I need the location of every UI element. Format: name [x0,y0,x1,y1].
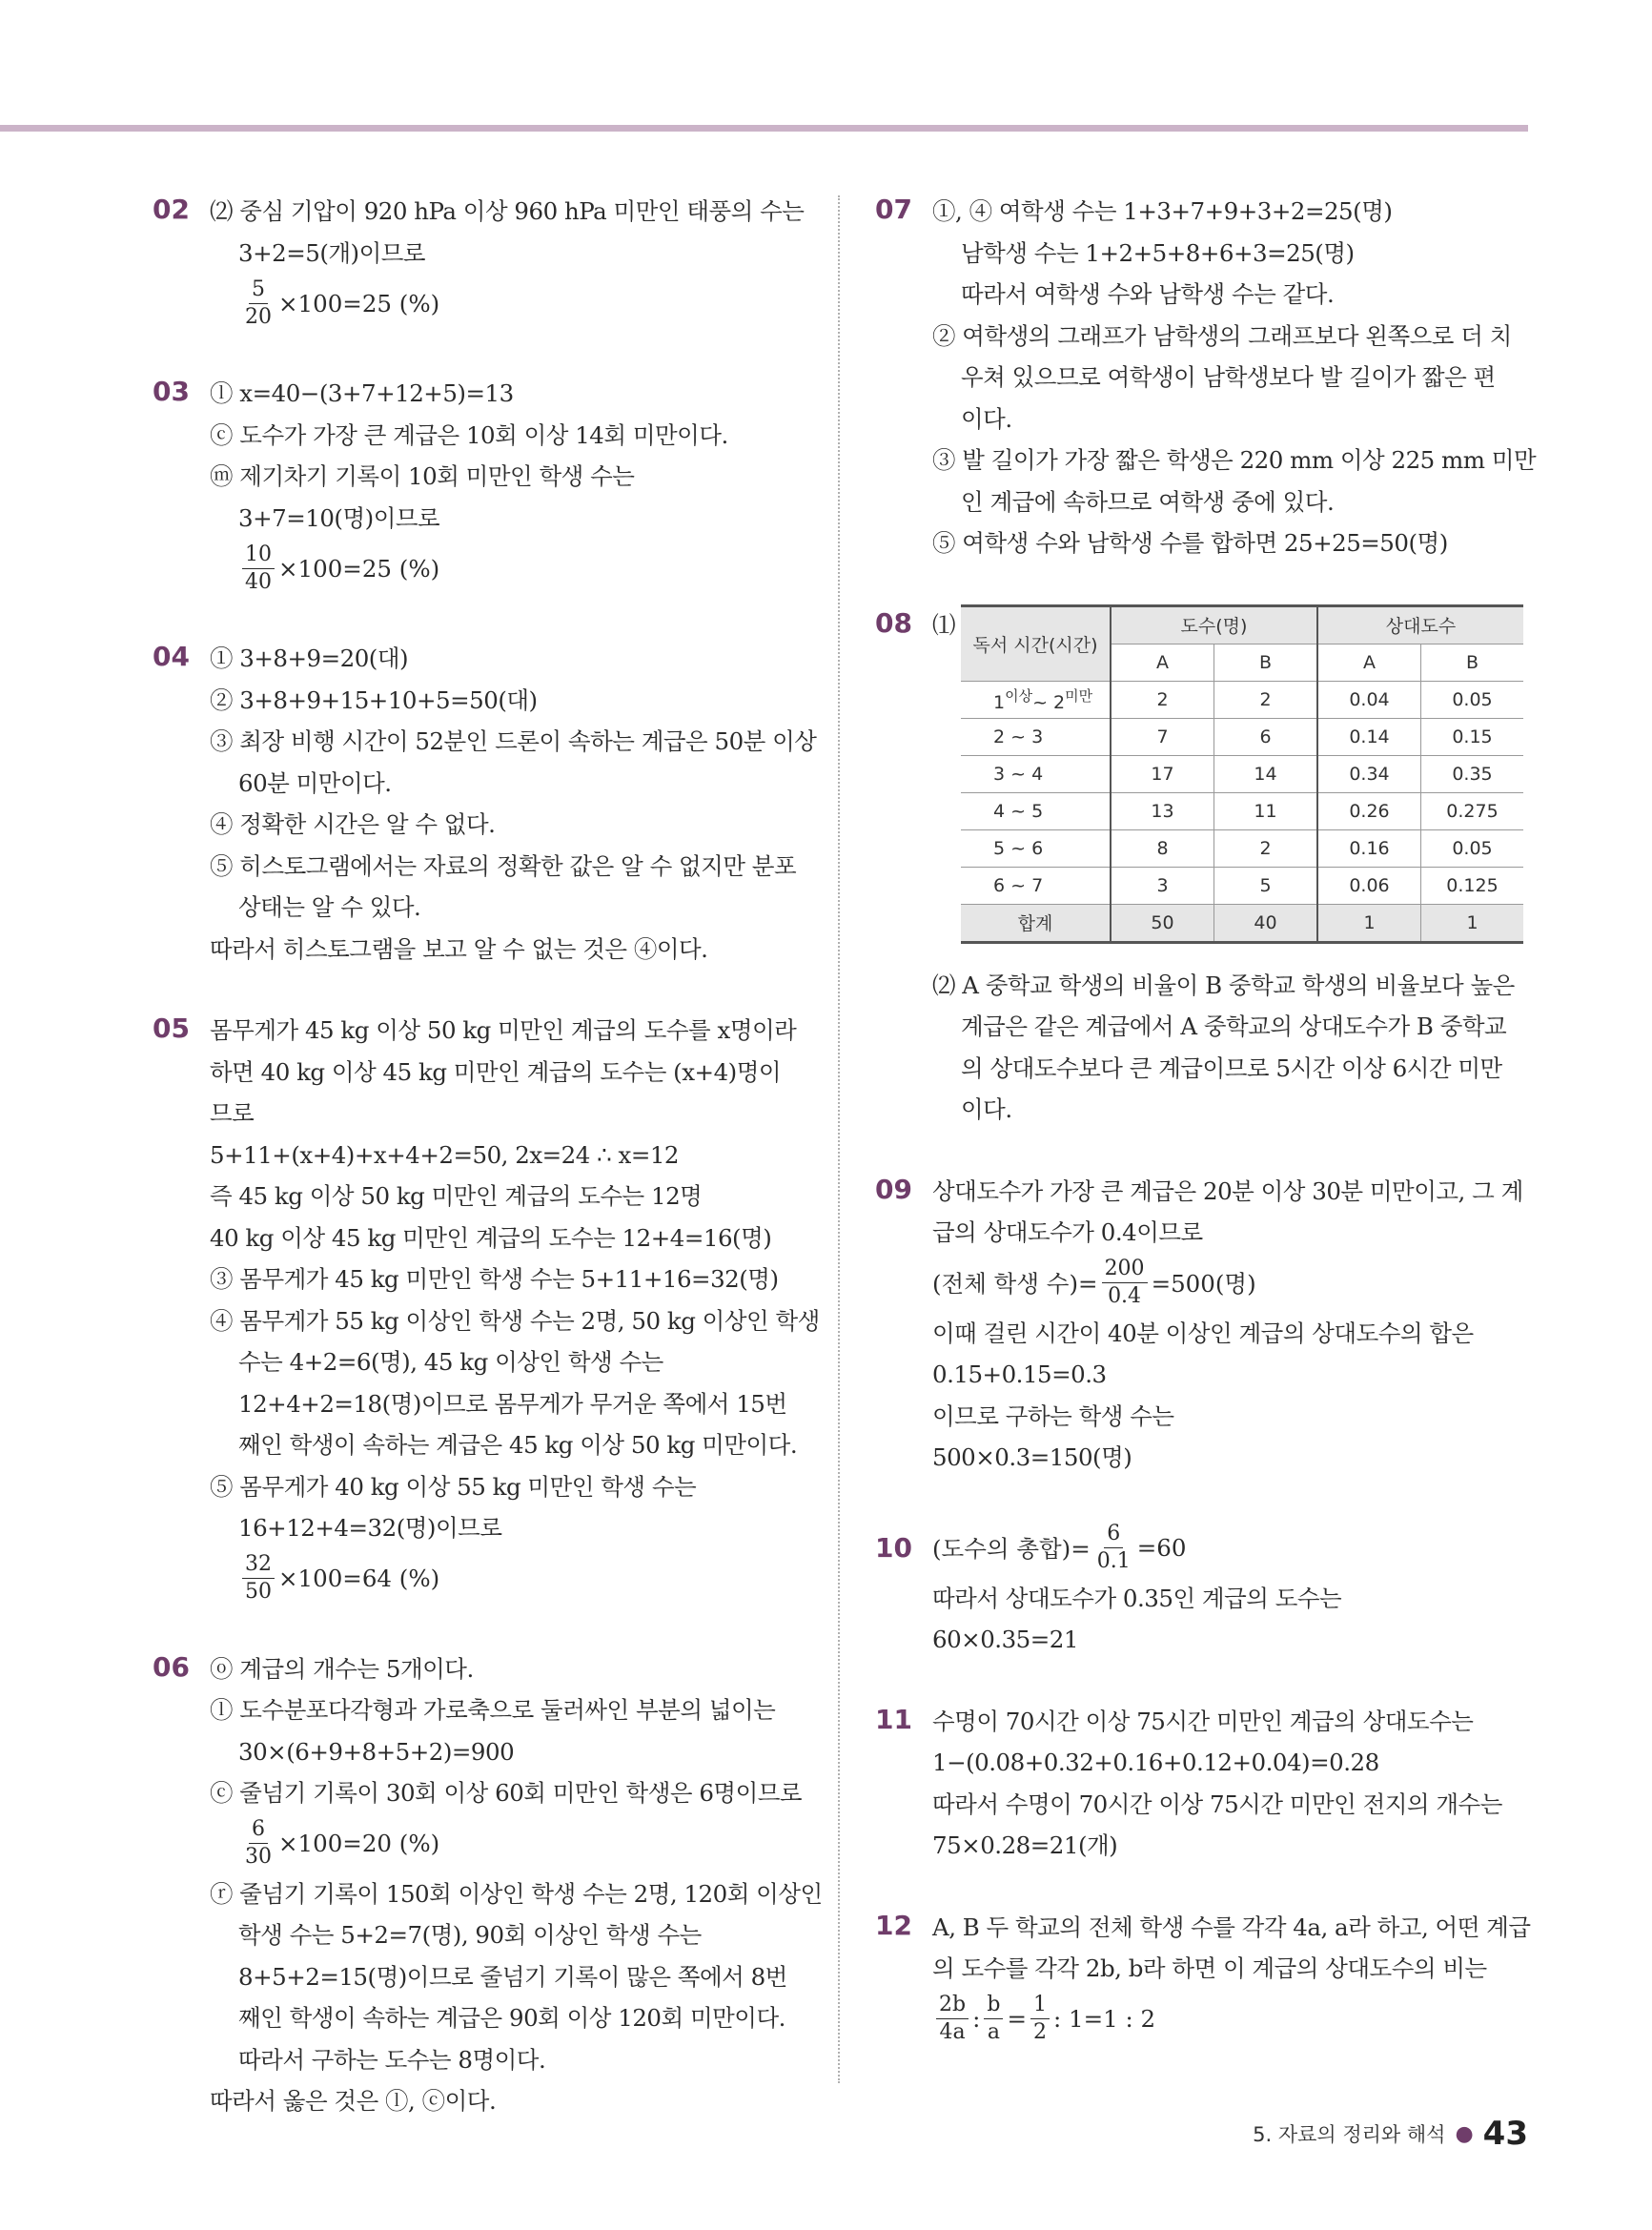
fraction-rest: =500(명) [1151,1270,1256,1298]
table-cell-total-label: 합계 [961,904,1111,942]
table-header-a: A [1111,644,1214,681]
table-row [961,867,1523,904]
problem-03 [153,373,810,598]
bullet-dot-icon: ● [1455,2121,1474,2146]
table-cell: 0.16 [1317,829,1421,867]
solution-line: 몸무게가 45 kg 이상 50 kg 미만인 계급의 도수를 x명이라 [210,1016,797,1044]
solution-line: 따라서 수명이 70시간 이상 75시간 미만인 전지의 개수는 [932,1790,1502,1818]
table-cell: 11 [1214,792,1318,829]
solution-line: ② 여학생의 그래프가 남학생의 그래프보다 왼쪽으로 더 치 [932,321,1512,350]
solution-line: 남학생 수는 1+2+5+8+6+3=25(명) [961,238,1355,267]
solution-line: A, B 두 학교의 전체 학생 수를 각각 4a, a라 하고, 어떤 계급 [932,1913,1531,1941]
table-cell: 0.06 [1317,867,1421,904]
solution-line: 계급은 같은 계급에서 A 중학교의 상대도수가 B 중학교 [961,1013,1507,1040]
table-cell: 0.26 [1317,792,1421,829]
solution-line: 의 도수를 각각 2b, b라 하면 이 계급의 상대도수의 비는 [932,1954,1487,1982]
solution-line: 1−(0.08+0.32+0.16+0.12+0.04)=0.28 [932,1749,1379,1776]
solution-line: 75×0.28=21(개) [932,1831,1118,1859]
solution-line: 5+11+(x+4)+x+4+2=50, 2x=24 ∴ x=12 [210,1140,680,1169]
solution-line: ⓜ 제기차기 기록이 10회 미만인 학생 수는 [210,462,635,490]
problem-number: 09 [875,1173,912,1205]
table-row [961,829,1523,867]
table-cell: 8 [1111,829,1214,867]
solution-line: 30×(6+9+8+5+2)=900 [238,1737,515,1766]
ratio-colon: : [972,2005,981,2033]
fraction: $\frac{200}{0.4}$ [1102,1258,1148,1307]
solution-line: 인 계급에 속하므로 여학생 중에 있다. [961,487,1335,516]
page-number: 43 [1482,2115,1528,2153]
problem-08 [875,604,1528,1131]
solution-line: ② 3+8+9+15+10+5=50(대) [210,685,538,714]
problem-02 [153,191,810,333]
solution-line: 따라서 히스토그램을 보고 알 수 없는 것은 ④이다. [210,934,708,963]
table-cell: 7 [1111,718,1214,755]
solution-line: ③ 최장 비행 시간이 52분인 드론이 속하는 계급은 50분 이상 [210,727,817,755]
solution-line: ⑤ 여학생 수와 남학생 수를 합하면 25+25=50(명) [932,529,1448,557]
column-divider [838,195,840,2083]
fraction-rest: ×100=64 (%) [278,1565,440,1592]
table-cell: 2 [1214,681,1318,718]
solution-line: 하면 40 kg 이상 45 kg 미만인 계급의 도수는 (x+4)명이 [210,1057,782,1086]
problem-11 [875,1701,1528,1867]
problem-number: 08 [875,606,912,639]
left-column [153,191,823,2162]
fraction-line [210,1814,810,1873]
solution-line: 즉 45 kg 이상 50 kg 미만인 계급의 도수는 12명 [210,1182,703,1210]
table-cell: 1 [1421,904,1524,942]
solution-line: 40 kg 이상 45 kg 미만인 계급의 도수는 12+4=16(명) [210,1223,772,1252]
problem-number: 10 [875,1531,912,1564]
problem-number: 04 [153,641,190,672]
solution-line: ⑵ A 중학교 학생의 비율이 B 중학교 학생의 비율보다 높은 [932,971,1515,999]
solution-line: ⓒ 도수가 가장 큰 계급은 10회 이상 14회 미만이다. [210,420,728,449]
fraction-line [210,1549,810,1608]
fraction-rest: : 1=1 : 2 [1052,2005,1156,2033]
solution-line: 학생 수는 5+2=7(명), 90회 이상인 학생 수는 [238,1921,702,1949]
solution-line: ⓛ 도수분포다각형과 가로축으로 둘러싸인 부분의 넓이는 [210,1696,776,1724]
solution-line: 므로 [210,1099,255,1127]
table-cell-class: 4 ~ 5 [961,792,1111,829]
problem-number: 02 [153,194,190,225]
table-cell: 3 [1111,867,1214,904]
problem-number: 12 [875,1909,912,1941]
table-cell: 50 [1111,904,1214,942]
fraction-prefix: (전체 학생 수)= [932,1270,1098,1298]
solution-line: 따라서 여학생 수와 남학생 수는 같다. [961,280,1335,308]
fraction-line [210,539,810,598]
problem-07 [875,191,1537,564]
top-rule [0,125,1528,132]
solution-line: 급의 상대도수가 0.4이므로 [932,1218,1203,1246]
solution-line: 따라서 구하는 도수는 8명이다. [238,2045,546,2074]
problem-10 [875,1519,1528,1661]
solution-line: 3+2=5(개)이므로 [238,238,426,267]
problem-06 [153,1648,823,2122]
table-cell: 0.14 [1317,718,1421,755]
fraction: $\frac{6}{30}$ [245,1817,272,1869]
equals-sign: = [1007,2005,1027,2033]
solution-line: 이므로 구하는 학생 수는 [932,1401,1174,1430]
problem-number: 06 [153,1650,190,1683]
solution-line: 16+12+4=32(명)이므로 [238,1514,502,1542]
solution-line: ③ 몸무게가 45 kg 미만인 학생 수는 5+11+16=32(명) [210,1265,779,1293]
solution-line: ⓞ 계급의 개수는 5개이다. [210,1654,474,1683]
table-total-row [961,904,1523,942]
solution-line: 이다. [961,404,1012,433]
fraction-line [932,1990,1528,2049]
table-cell-class: 3 ~ 4 [961,755,1111,792]
table-cell: 0.35 [1421,755,1524,792]
table-header-frequency: 도수(명) [1111,605,1317,644]
table-row [961,718,1523,755]
fraction: $\frac{32}{50}$ [242,1554,275,1603]
solution-line: 60분 미만이다. [238,768,392,797]
solution-line: 째인 학생이 속하는 계급은 90회 이상 120회 미만이다. [238,2004,785,2032]
fraction-line [210,274,810,333]
fraction-line [932,1254,1528,1313]
solution-line: 따라서 상대도수가 0.35인 계급의 도수는 [932,1584,1342,1612]
solution-line: 상태는 알 수 있다. [238,893,421,921]
solution-line: 수는 4+2=6(명), 45 kg 이상인 학생 수는 [238,1348,663,1376]
page-footer [1253,2115,1528,2153]
part-label: ⑴ [932,610,955,639]
fraction-prefix: (도수의 총합)= [932,1535,1091,1563]
solution-line: 상대도수가 가장 큰 계급은 20분 이상 30분 미만이고, 그 계 [932,1176,1523,1205]
solution-line: ④ 정확한 시간은 알 수 없다. [210,810,496,838]
table-row [961,792,1523,829]
problem-05 [153,1010,820,1608]
table-cell: 0.125 [1421,867,1524,904]
problem-number: 03 [153,376,190,407]
chapter-title: 5. 자료의 정리와 해석 [1253,2123,1446,2146]
table-cell: 2 [1214,829,1318,867]
solution-line: ⓛ x=40−(3+7+12+5)=13 [210,379,514,407]
problem-number: 05 [153,1013,190,1044]
solution-line: ④ 몸무게가 55 kg 이상인 학생 수는 2명, 50 kg 이상인 학생 [210,1306,820,1335]
fraction-rest: ×100=25 (%) [278,289,440,317]
solution-line: ① 3+8+9=20(대) [210,644,409,672]
table-cell-class: 5 ~ 6 [961,829,1111,867]
fraction: $\frac{2b}{4a}$ [936,1995,969,2043]
right-column [875,191,1537,2089]
solution-line: 우쳐 있으므로 여학생이 남학생보다 발 길이가 짧은 편 [961,363,1496,391]
table-cell: 13 [1111,792,1214,829]
solution-line: 12+4+2=18(명)이므로 몸무게가 무거운 쪽에서 15번 [238,1389,787,1418]
solution-line: 3+7=10(명)이므로 [238,503,440,532]
solution-line: 따라서 옳은 것은 ⓛ, ⓒ이다. [210,2087,497,2115]
table-cell: 0.34 [1317,755,1421,792]
solution-line: ⑤ 몸무게가 40 kg 이상 55 kg 미만인 학생 수는 [210,1472,697,1501]
solution-line: 째인 학생이 속하는 계급은 45 kg 이상 50 kg 미만이다. [238,1431,798,1459]
solution-line: 60×0.35=21 [932,1626,1078,1653]
table-header-rel-b: B [1421,644,1524,681]
table-header-relative: 상대도수 [1317,605,1523,644]
solution-line: ⑤ 히스토그램에서는 자료의 정확한 값은 알 수 없지만 분포 [210,851,797,880]
table-cell: 14 [1214,755,1318,792]
solution-line: 수명이 70시간 이상 75시간 미만인 계급의 상대도수는 [932,1707,1474,1735]
fraction-rest: ×100=20 (%) [278,1830,440,1857]
fraction-rest: =60 [1136,1534,1187,1562]
table-cell: 6 [1214,718,1318,755]
table-cell: 0.275 [1421,792,1524,829]
table-cell: 1 [1317,904,1421,942]
table-cell-class: 6 ~ 7 [961,867,1111,904]
table-header-rel-a: A [1317,644,1421,681]
table-cell: 0.15 [1421,718,1524,755]
table-cell: 0.04 [1317,681,1421,718]
fraction: $\frac{b}{a}$ [984,1995,1003,2043]
solution-line: 이때 걸린 시간이 40분 이상인 계급의 상대도수의 합은 [932,1319,1474,1347]
solution-line: ③ 발 길이가 가장 짧은 학생은 220 mm 이상 225 mm 미만 [932,446,1537,474]
fraction: $\frac{1}{2}$ [1030,1995,1050,2043]
problem-number: 11 [875,1703,912,1735]
table-cell: 5 [1214,867,1318,904]
fraction-rest: ×100=25 (%) [278,554,440,583]
problem-12 [875,1907,1531,2049]
fraction: $\frac{6}{0.1}$ [1096,1522,1131,1573]
solution-line: 0.15+0.15=0.3 [932,1361,1107,1388]
table-header-b: B [1214,644,1318,681]
solution-line: 의 상대도수보다 큰 계급이므로 5시간 이상 6시간 미만 [961,1054,1502,1082]
table-row [961,681,1523,718]
solution-line: 이다. [961,1095,1012,1123]
solution-line: 500×0.3=150(명) [932,1443,1132,1471]
problem-09 [875,1171,1528,1479]
solution-line: ①, ④ 여학생 수는 1+3+7+9+3+2=25(명) [932,197,1393,225]
table-header-class: 독서 시간(시간) [961,605,1111,681]
table-cell: 17 [1111,755,1214,792]
solution-line: ⑵ 중심 기압이 920 hPa 이상 960 hPa 미만인 태풍의 수는 [210,197,805,225]
table-cell: 40 [1214,904,1318,942]
table-row [961,755,1523,792]
fraction-line [932,1519,1528,1578]
table-cell: 0.05 [1421,829,1524,867]
table-cell-class: 2 ~ 3 [961,718,1111,755]
fraction: $\frac{10}{40}$ [242,544,275,593]
fraction: $\frac{5}{20}$ [245,276,272,329]
problem-04 [153,638,817,970]
table-cell: 2 [1111,681,1214,718]
solution-line: 8+5+2=15(명)이므로 줄넘기 기록이 많은 쪽에서 8번 [238,1962,787,1991]
table-cell: 0.05 [1421,681,1524,718]
problem-number: 07 [875,194,912,225]
solution-line: ⓒ 줄넘기 기록이 30회 이상 60회 미만인 학생은 6명이므로 [210,1779,803,1807]
frequency-table [961,604,1523,944]
table-cell-class: $1^{이상}\sim$ $2^{미만}$ [961,681,1111,718]
solution-line: ⓡ 줄넘기 기록이 150회 이상인 학생 수는 2명, 120회 이상인 [210,1879,823,1908]
